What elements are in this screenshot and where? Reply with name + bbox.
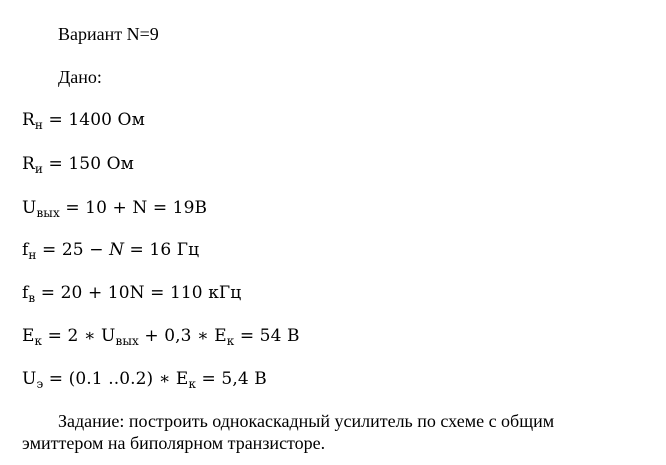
- formula-symbol: U: [22, 369, 37, 389]
- formula-subscript: к: [226, 334, 235, 348]
- formula-f-low: [22, 240, 200, 262]
- formula-r-source: [22, 154, 134, 176]
- formula-rhs: = 16 Гц: [124, 240, 200, 260]
- formula-variable: N: [109, 240, 125, 260]
- formula-subscript: и: [34, 162, 44, 176]
- formula-mid: = 2 ∗ U: [42, 326, 116, 346]
- formula-rhs: = 150 Ом: [43, 154, 134, 174]
- formula-subscript: к: [188, 377, 197, 391]
- formula-symbol: E: [22, 326, 35, 346]
- formula-subscript: н: [28, 248, 37, 262]
- formula-rhs: = 20 + 10N = 110 кГц: [35, 283, 242, 303]
- task-paragraph-line-1: Задание: построить однокаскадный усилитель по схеме с общим: [58, 411, 555, 431]
- formula-r-load: [22, 110, 145, 132]
- formula-rhs: = 10 + N = 19В: [59, 198, 208, 218]
- formula-symbol: f: [22, 240, 29, 260]
- formula-rhs: = 1400 Ом: [43, 110, 145, 130]
- variant-heading: Вариант N=9: [58, 24, 159, 44]
- formula-subscript: вых: [115, 334, 139, 348]
- formula-symbol: R: [22, 110, 35, 130]
- formula-mid: + 0,3 ∗ E: [138, 326, 227, 346]
- formula-rhs: = 5,4 В: [196, 369, 267, 389]
- formula-subscript: в: [28, 291, 36, 305]
- formula-f-high: [22, 283, 242, 305]
- formula-subscript: э: [36, 377, 44, 391]
- formula-subscript: к: [34, 334, 43, 348]
- formula-symbol: R: [22, 154, 35, 174]
- formula-mid: = (0.1 ..0.2) ∗ E: [43, 369, 189, 389]
- formula-u-emitter: [22, 369, 267, 391]
- formula-e-supply: [22, 326, 300, 348]
- formula-subscript: н: [34, 118, 44, 132]
- formula-mid: = 25 −: [36, 240, 110, 260]
- formula-rhs: = 54 В: [234, 326, 300, 346]
- task-paragraph-line-2: эмиттером на биполярном транзисторе.: [22, 433, 326, 453]
- given-heading: Дано:: [58, 67, 102, 87]
- formula-u-out: [22, 198, 208, 220]
- formula-symbol: f: [22, 283, 29, 303]
- formula-subscript: вых: [36, 206, 60, 220]
- formula-symbol: U: [22, 198, 37, 218]
